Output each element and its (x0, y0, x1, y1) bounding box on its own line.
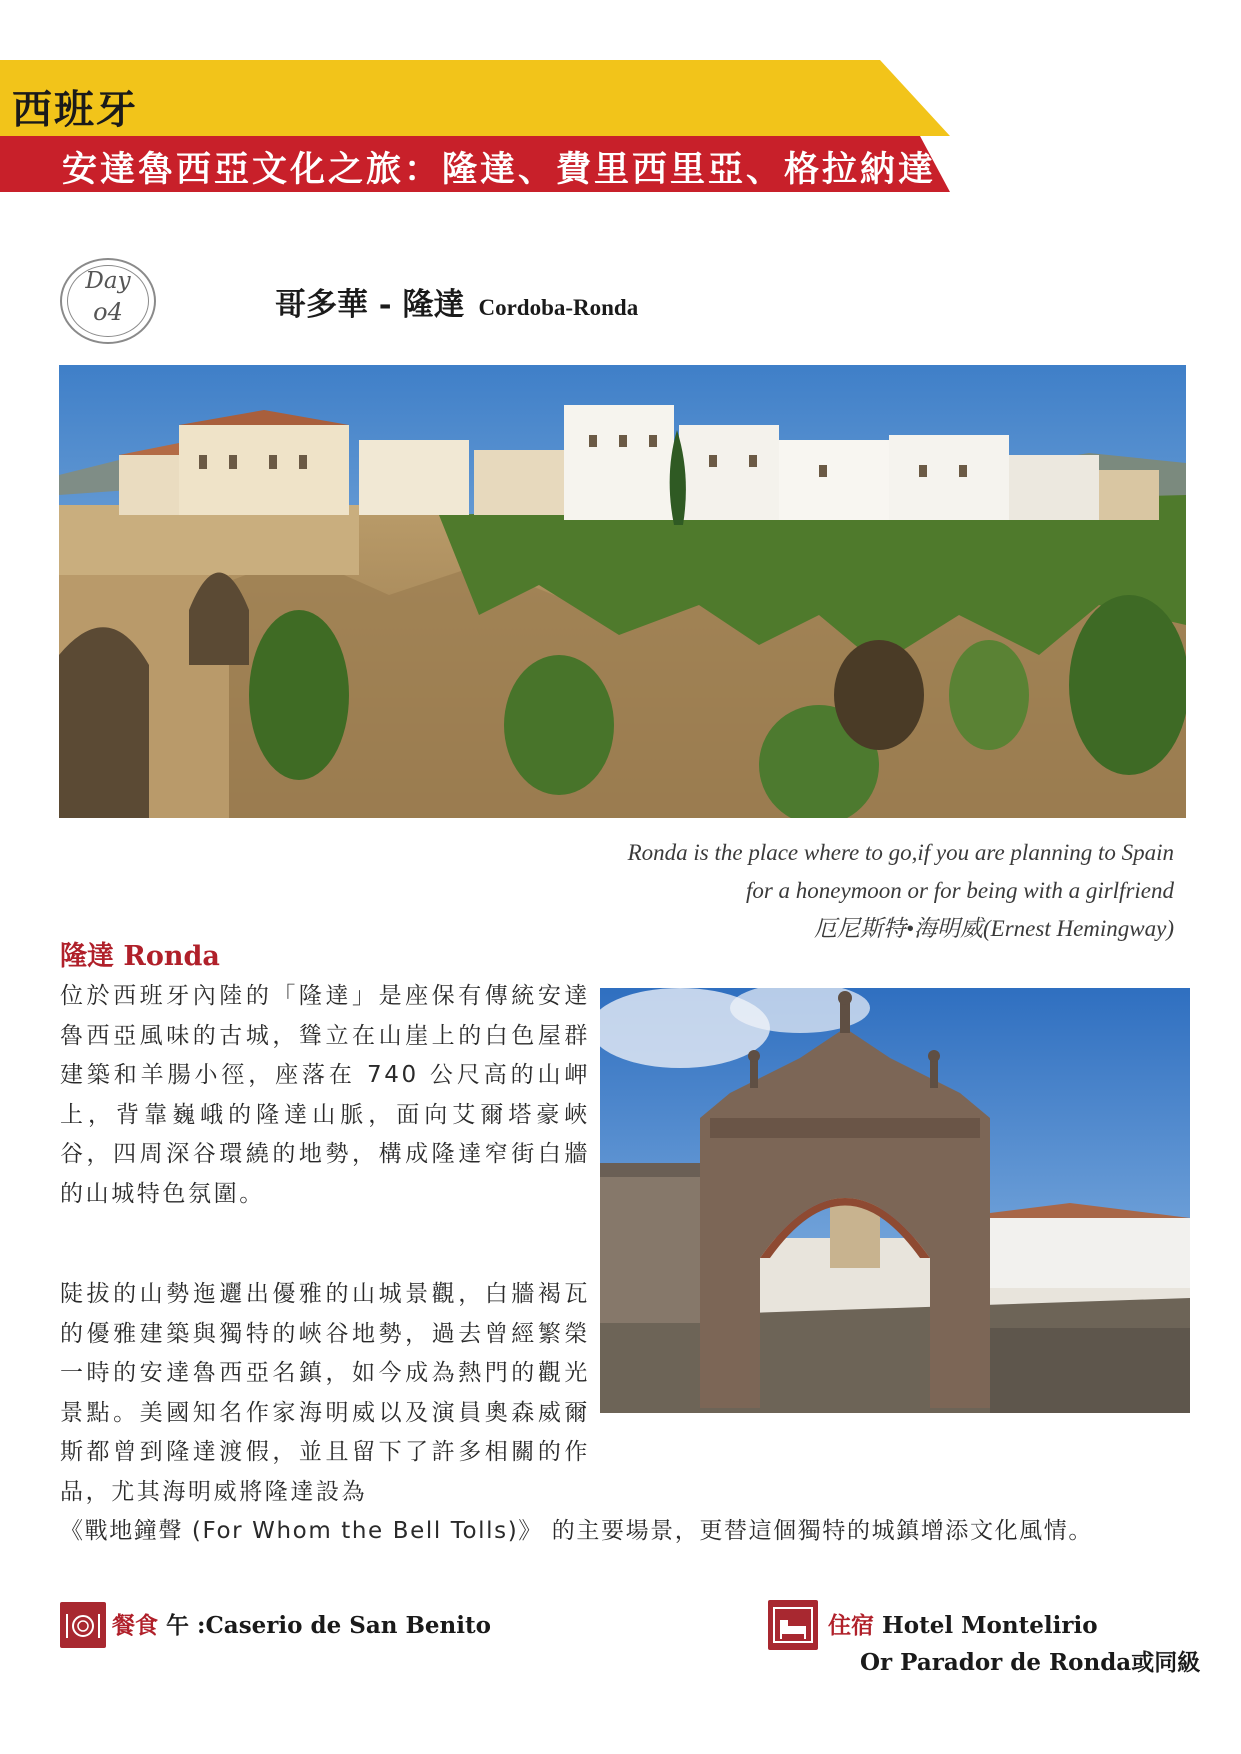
hotel-bed-icon (768, 1600, 818, 1650)
hotel-label: 住宿 (828, 1612, 874, 1639)
hotel-alternative: Or Parador de Ronda或同級 (860, 1649, 1201, 1676)
tour-title: 安達魯西亞文化之旅：隆達、費里西里亞、格拉納達 (62, 149, 937, 190)
day-word: Day (85, 268, 131, 294)
meal-detail: 午 :Caserio de San Benito (158, 1612, 491, 1639)
ronda-gate-photo (600, 988, 1190, 1413)
hotel-info (828, 1607, 1098, 1640)
quote-attribution: 厄尼斯特•海明威(Ernest Hemingway) (813, 916, 1174, 941)
day-number: o4 (93, 298, 123, 326)
country-title: 西班牙 (12, 86, 138, 133)
meal-info (112, 1607, 491, 1640)
day-badge (60, 258, 156, 344)
meal-label: 餐食 (112, 1612, 158, 1639)
hotel-name: Hotel Montelirio (874, 1612, 1098, 1639)
route-chinese: 哥多華 - 隆達 (275, 287, 465, 323)
quote-line-2: for a honeymoon or for being with a girlfriend (745, 878, 1174, 903)
quote-line-1: Ronda is the place where to go,if you are planning to Spain (627, 840, 1174, 865)
hemingway-quote (520, 834, 1174, 948)
header-banner-yellow (0, 60, 950, 136)
section-heading: 隆達 Ronda (60, 941, 220, 972)
paragraph-1: 位於西班牙內陸的「隆達」是座保有傳統安達魯西亞風味的古城，聳立在山崖上的白色屋群建築和羊腸小徑，座落在 740 公尺高的山岬上，背靠巍峨的隆達山脈，面向艾爾塔豪峽谷，四周深谷環繞的地勢，構成隆達窄街白牆的山城特色氛圍。 (60, 983, 590, 1207)
route-english: Cordoba-Ronda (478, 295, 639, 320)
ronda-panorama-photo (59, 365, 1186, 818)
paragraph-2: 陡拔的山勢迤邐出優雅的山城景觀，白牆褐瓦的優雅建築與獨特的峽谷地勢，過去曾經繁榮一時的安達魯西亞名鎮，如今成為熱門的觀光景點。美國知名作家海明威以及演員奧森威爾斯都曾到隆達渡假，並且留下了許多相關的作品，尤其海明威將隆達設為 (60, 1281, 590, 1505)
day-route (275, 279, 638, 324)
paragraph-2-last-line: 《戰地鐘聲 (For Whom the Bell Tolls)》 的主要場景，更替這個獨特的城鎮增添文化風情。 (60, 1518, 1093, 1544)
dining-plate-icon (60, 1602, 106, 1648)
